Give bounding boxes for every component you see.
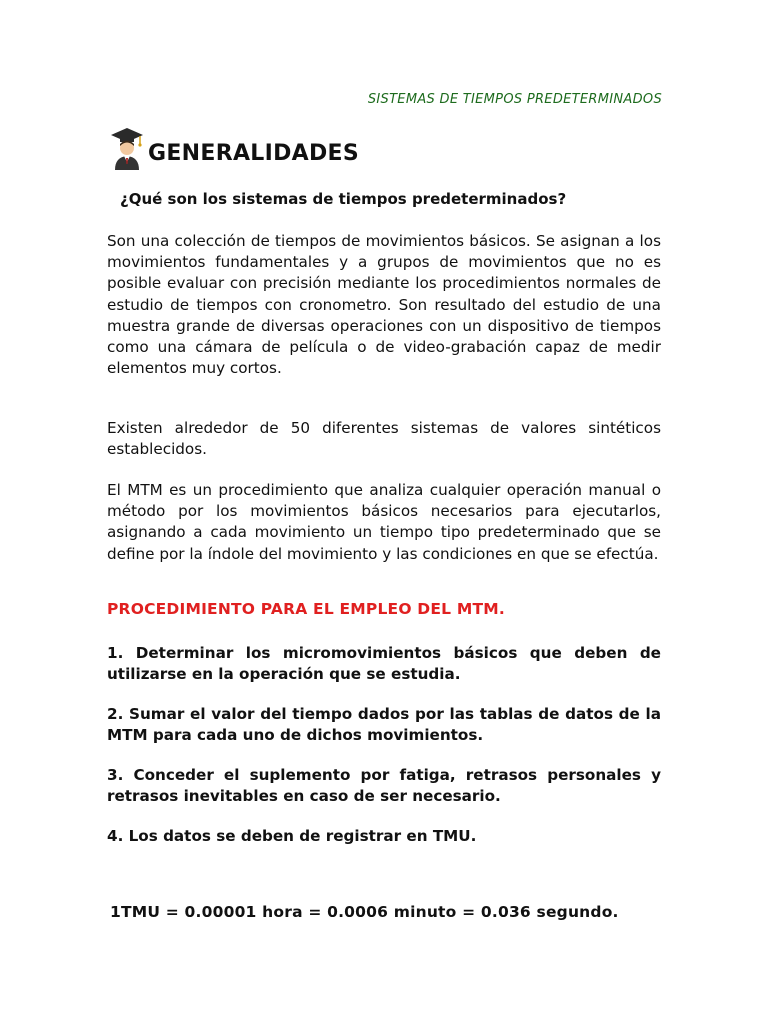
tmu-equation: 1TMU = 0.00001 hora = 0.0006 minuto = 0.036 segundo. xyxy=(110,903,619,921)
running-header: SISTEMAS DE TIEMPOS PREDETERMINADOS xyxy=(367,92,662,107)
section-heading xyxy=(110,126,359,170)
question-heading: ¿Qué son los sistemas de tiempos predeterminados? xyxy=(120,190,567,208)
paragraph-systems: Existen alrededor de 50 diferentes sistemas de valores sintéticos establecidos. xyxy=(107,419,661,459)
procedure-step: 3. Conceder el suplemento por fatiga, retrasos personales y retrasos inevitables en caso de ser necesario. xyxy=(107,766,661,805)
section-title: GENERALIDADES xyxy=(148,141,360,166)
paragraph-definition: Son una colección de tiempos de movimientos básicos. Se asignan a los movimientos fundamentales y a grupos de movimientos que no es posible evaluar con precisión mediante los procedimientos normales de estudio de tiempos con cronometro. Son resultado del estudio de una muestra grande de diversas operaciones con un dispositivo de tiempos como una cámara de película o de video-grabación capaz de medir elementos muy cortos. xyxy=(107,232,661,378)
graduate-icon xyxy=(110,126,144,170)
procedure-step: 1. Determinar los micromovimientos básicos que deben de utilizarse en la operación que se estudia. xyxy=(107,644,661,683)
procedure-title: PROCEDIMIENTO PARA EL EMPLEO DEL MTM. xyxy=(107,600,505,618)
procedure-step: 4. Los datos se deben de registrar en TMU. xyxy=(107,827,477,845)
procedure-step: 2. Sumar el valor del tiempo dados por las tablas de datos de la MTM para cada uno de dichos movimientos. xyxy=(107,705,661,744)
paragraph-mtm: El MTM es un procedimiento que analiza cualquier operación manual o método por los movimientos básicos necesarios para ejecutarlos, asignando a cada movimiento un tiempo tipo predeterminado que se define por la índole del movimiento y las condiciones en que se efectúa. xyxy=(107,481,661,563)
